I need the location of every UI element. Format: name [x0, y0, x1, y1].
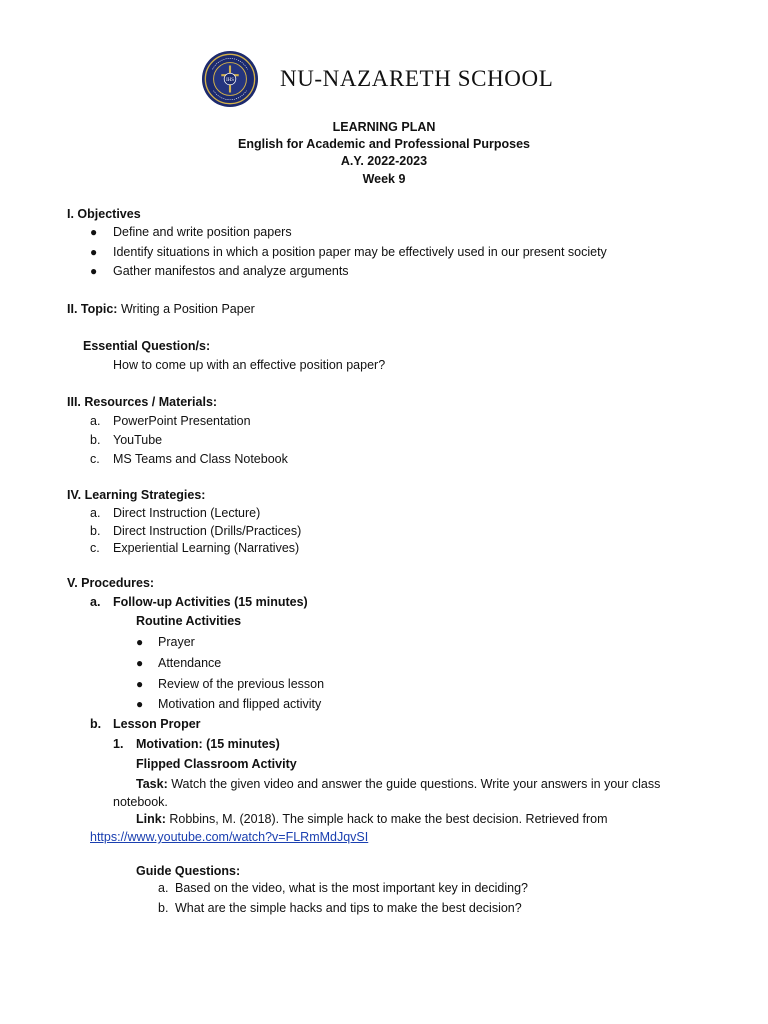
lesson-proper-title: Lesson Proper: [113, 717, 201, 731]
bullet-icon: ●: [90, 225, 98, 239]
list-marker: 1.: [113, 737, 124, 751]
topic-label: II. Topic:: [67, 302, 118, 316]
flipped-activity-title: Flipped Classroom Activity: [136, 757, 297, 771]
strategy-item: Direct Instruction (Drills/Practices): [113, 524, 302, 538]
guide-question: What are the simple hacks and tips to make the best decision?: [175, 901, 522, 915]
routine-item: Prayer: [158, 635, 195, 649]
strategy-item: Direct Instruction (Lecture): [113, 506, 261, 520]
resource-item: PowerPoint Presentation: [113, 414, 251, 428]
strategies-heading: IV. Learning Strategies:: [67, 488, 206, 502]
bullet-icon: ●: [90, 245, 98, 259]
followup-title: Follow-up Activities (15 minutes): [113, 595, 308, 609]
school-seal-logo: [201, 50, 259, 108]
strategy-item: Experiential Learning (Narratives): [113, 541, 300, 555]
procedures-heading: V. Procedures:: [67, 576, 155, 590]
bullet-icon: ●: [90, 264, 98, 278]
essential-question: How to come up with an effective position paper?: [113, 358, 386, 372]
list-marker: a.: [90, 595, 101, 609]
objectives-heading: I. Objectives: [67, 207, 141, 221]
routine-item: Review of the previous lesson: [158, 677, 325, 691]
list-marker: c.: [90, 452, 100, 466]
guide-questions-heading: Guide Questions:: [136, 864, 241, 878]
bullet-icon: ●: [136, 656, 144, 670]
video-link[interactable]: https://www.youtube.com/watch?v=FLRmMdJqvSI: [90, 830, 369, 844]
list-marker: b.: [90, 524, 101, 538]
resource-item: YouTube: [113, 433, 163, 447]
list-marker: a.: [90, 506, 101, 520]
objective-item: Define and write position papers: [113, 225, 292, 239]
list-marker: b.: [90, 717, 102, 731]
routine-heading: Routine Activities: [136, 614, 242, 628]
subject-title: English for Academic and Professional Purposes: [238, 137, 530, 151]
task-text: Watch the given video and answer the guide questions. Write your answers in your class: [171, 777, 661, 791]
task-label: Task:: [136, 777, 168, 791]
bullet-icon: ●: [136, 697, 144, 711]
week-label: Week 9: [362, 172, 406, 186]
academic-year: A.Y. 2022-2023: [340, 154, 428, 168]
bullet-icon: ●: [136, 677, 144, 691]
routine-item: Attendance: [158, 656, 222, 670]
link-label: Link:: [136, 812, 166, 826]
list-marker: a.: [158, 881, 169, 895]
resource-item: MS Teams and Class Notebook: [113, 452, 288, 466]
guide-question: Based on the video, what is the most important key in deciding?: [175, 881, 528, 895]
list-marker: a.: [90, 414, 101, 428]
link-line: [136, 811, 608, 827]
essential-question-heading: Essential Question/s:: [83, 339, 211, 353]
plan-title: LEARNING PLAN: [332, 120, 436, 134]
objective-item: Gather manifestos and analyze arguments: [113, 264, 349, 278]
svg-text:IHS: IHS: [226, 77, 234, 83]
resources-heading: III. Resources / Materials:: [67, 395, 218, 409]
school-name: NU-NAZARETH SCHOOL: [280, 66, 554, 91]
topic-value: Writing a Position Paper: [120, 302, 255, 316]
objective-item: Identify situations in which a position paper may be effectively used in our present society: [113, 245, 607, 259]
list-marker: c.: [90, 541, 100, 555]
topic-line: [67, 301, 255, 317]
routine-item: Motivation and flipped activity: [158, 697, 322, 711]
task-text-continued: notebook.: [113, 795, 168, 809]
task-line: [136, 776, 660, 792]
bullet-icon: ●: [136, 635, 144, 649]
list-marker: b.: [158, 901, 169, 915]
link-citation: Robbins, M. (2018). The simple hack to make the best decision. Retrieved from: [169, 812, 608, 826]
list-marker: b.: [90, 433, 101, 447]
motivation-title: Motivation: (15 minutes): [136, 737, 280, 751]
